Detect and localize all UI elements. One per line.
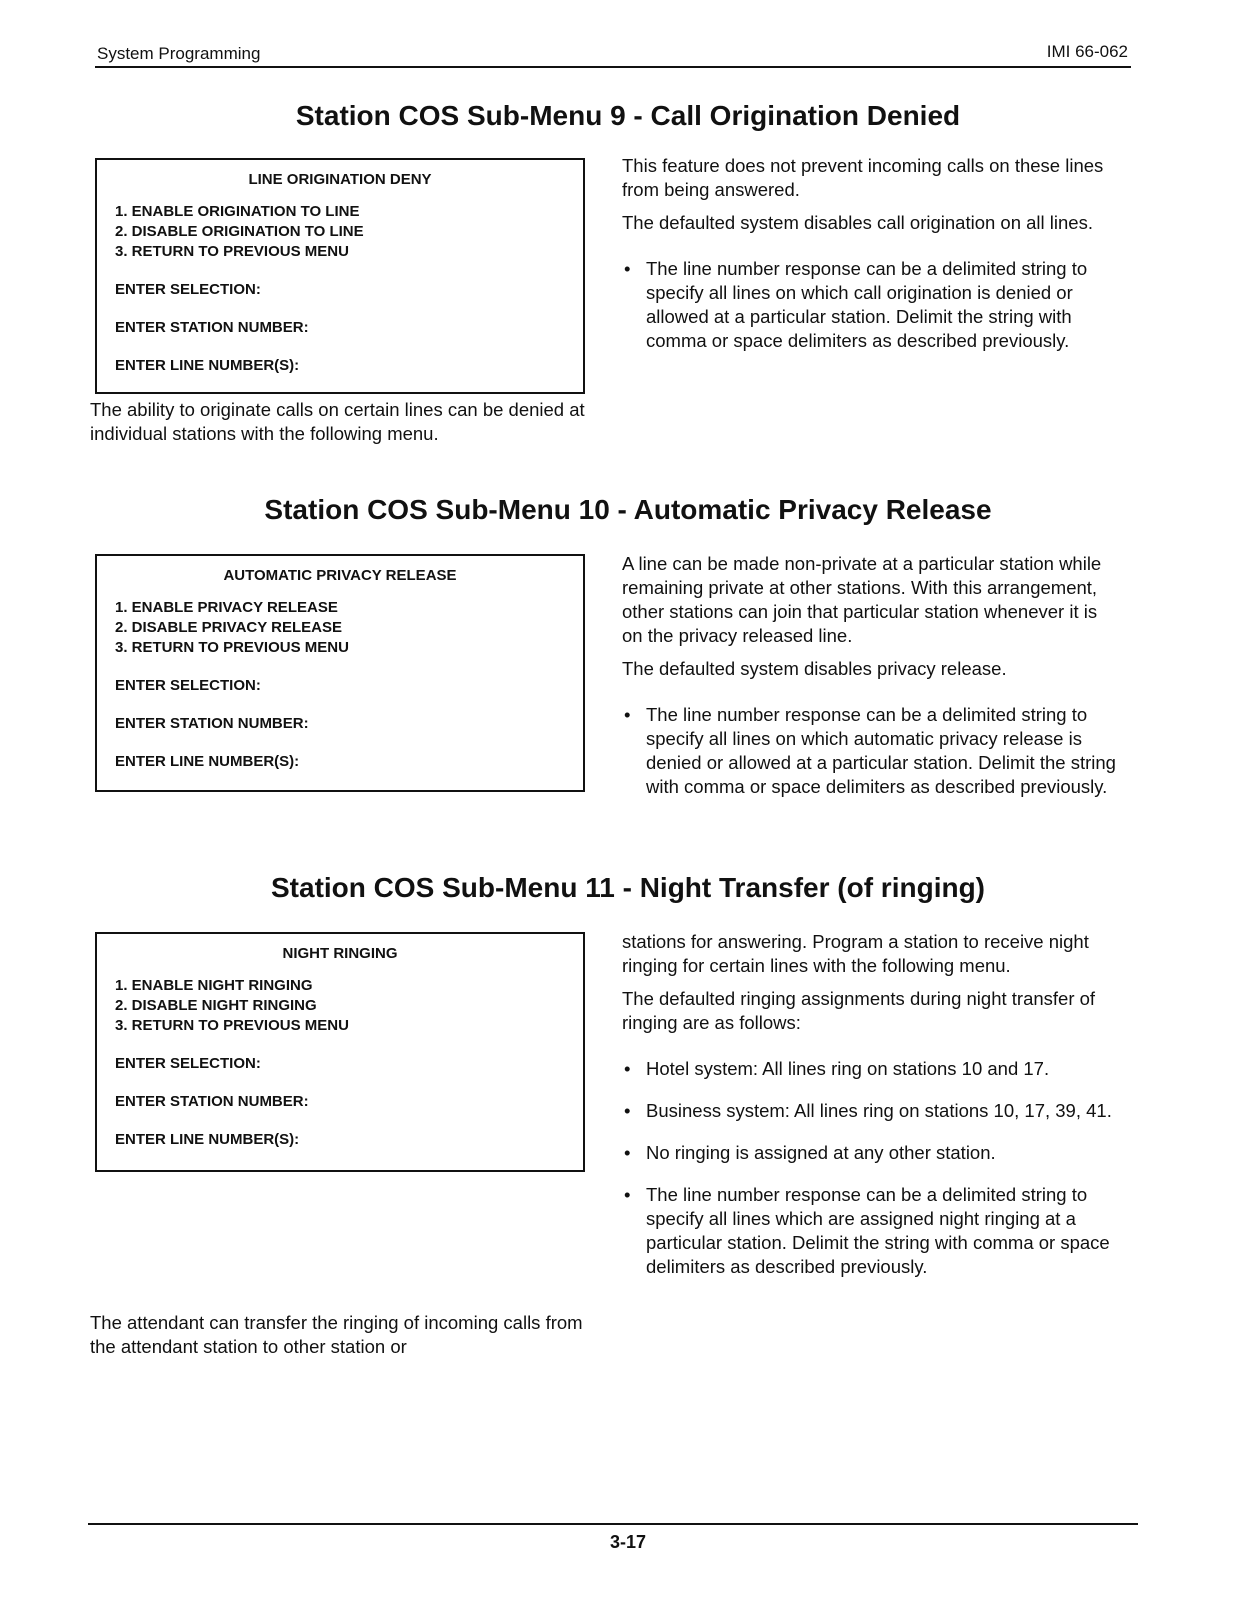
menu-box-night-ringing (95, 932, 585, 1172)
menu-title: NIGHT RINGING (282, 945, 398, 962)
menu-title: AUTOMATIC PRIVACY RELEASE (223, 567, 457, 584)
menu-prompt: ENTER SELECTION: (115, 281, 261, 298)
bullet-item: • Business system: All lines ring on stations 10, 17, 39, 41. (622, 1099, 1117, 1123)
menu-options (115, 976, 565, 1036)
menu-prompt: ENTER SELECTION: (115, 1055, 261, 1072)
menu-option: 3. RETURN TO PREVIOUS MENU (115, 1017, 349, 1034)
menu-option: 2. DISABLE PRIVACY RELEASE (115, 619, 342, 636)
paragraph: This feature does not prevent incoming calls on these lines from being answered. (622, 155, 1104, 200)
page-number: 3-17 (609, 1532, 647, 1552)
section-9-title: Station COS Sub-Menu 9 - Call Origination Denied (295, 100, 961, 131)
menu-options (115, 598, 565, 658)
menu-title: LINE ORIGINATION DENY (248, 171, 432, 188)
bullet-item: • The line number response can be a delimited string to specify all lines which are assigned night ringing at a particular station. Delimit the string with comma or space delimiters as described previously. (622, 1183, 1117, 1279)
bullet-item: • The line number response can be a delimited string to specify all lines on which automatic privacy release is denied or allowed at a particular station. Delimit the string with comma or space delimiters as described previously. (622, 703, 1117, 799)
bullet-item: • The line number response can be a delimited string to specify all lines on which call origination is denied or allowed at a particular station. Delimit the string with comma or space delimiters as described previously. (622, 257, 1117, 353)
bullet-list (622, 257, 1117, 353)
paragraph: The defaulted ringing assignments during night transfer of ringing are as follows: (622, 988, 1096, 1033)
section-11-title: Station COS Sub-Menu 11 - Night Transfer (of ringing) (271, 872, 985, 903)
menu-prompt: ENTER SELECTION: (115, 677, 261, 694)
bullet-list (622, 703, 1117, 799)
section-9-right-column (622, 154, 1117, 371)
menu-option: 1. ENABLE ORIGINATION TO LINE (115, 203, 360, 220)
menu-option: 2. DISABLE NIGHT RINGING (115, 997, 317, 1014)
section-11-left-text: The attendant can transfer the ringing of incoming calls from the attendant station to other station or (90, 1312, 583, 1357)
menu-option: 1. ENABLE PRIVACY RELEASE (115, 599, 338, 616)
section-9-left-text: The ability to originate calls on certain lines can be denied at individual stations with the following menu. (90, 399, 585, 444)
menu-prompt: ENTER LINE NUMBER(S): (115, 1131, 300, 1148)
menu-prompt: ENTER STATION NUMBER: (115, 319, 309, 336)
bullet-item: • No ringing is assigned at any other station. (622, 1141, 1117, 1165)
menu-box-line-origination (95, 158, 585, 394)
menu-option: 2. DISABLE ORIGINATION TO LINE (115, 223, 364, 240)
menu-option: 3. RETURN TO PREVIOUS MENU (115, 639, 349, 656)
section-11-right-column (622, 930, 1117, 1297)
menu-box-privacy-release (95, 554, 585, 792)
paragraph: The defaulted system disables call origination on all lines. (622, 212, 1093, 233)
menu-prompt: ENTER STATION NUMBER: (115, 1093, 309, 1110)
running-header-left: System Programming (97, 44, 261, 63)
section-10-title: Station COS Sub-Menu 10 - Automatic Privacy Release (264, 494, 992, 525)
section-10-right-column (622, 552, 1117, 817)
menu-prompt: ENTER STATION NUMBER: (115, 715, 309, 732)
bullet-item: • Hotel system: All lines ring on stations 10 and 17. (622, 1057, 1117, 1081)
menu-prompt: ENTER LINE NUMBER(S): (115, 753, 300, 770)
menu-option: 1. ENABLE NIGHT RINGING (115, 977, 313, 994)
paragraph: A line can be made non-private at a particular station while remaining private at other stations. With this arrangement, other stations can join that particular station whenever it is on the privacy released line. (622, 553, 1102, 646)
menu-option: 3. RETURN TO PREVIOUS MENU (115, 243, 349, 260)
menu-options (115, 202, 565, 262)
running-header-right: IMI 66-062 (1046, 42, 1128, 61)
header-rule (95, 66, 1131, 68)
menu-prompt: ENTER LINE NUMBER(S): (115, 357, 300, 374)
paragraph: stations for answering. Program a station to receive night ringing for certain lines with the following menu. (622, 931, 1089, 976)
paragraph: The defaulted system disables privacy release. (622, 658, 1007, 679)
bullet-list (622, 1057, 1117, 1279)
footer-rule (88, 1523, 1138, 1525)
